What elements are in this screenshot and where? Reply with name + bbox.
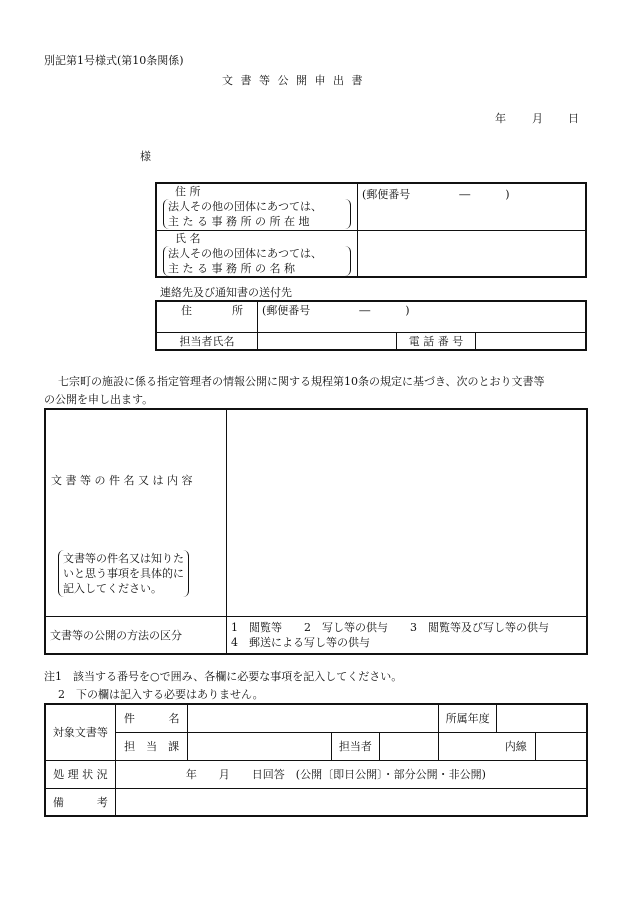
office-subject-field[interactable] xyxy=(188,704,439,732)
staff-label: 担当者 xyxy=(332,732,380,760)
extension-field[interactable] xyxy=(535,732,587,760)
contact-table xyxy=(155,300,587,351)
office-subject-b: 名 xyxy=(168,712,180,726)
intro-line1: 七宗町の施設に係る指定管理者の情報公開に関する規程第10条の規定に基づき、次のとおり文書等 xyxy=(58,375,545,388)
date-year-label: 年 xyxy=(495,112,506,125)
office-use-table xyxy=(44,703,588,817)
name-label-b: 名 xyxy=(189,231,201,245)
address-note-line1: 法人その他の団体にあつては、 xyxy=(168,200,322,214)
contact-phone-field[interactable] xyxy=(476,332,587,350)
status-text[interactable]: 年 月 日回答 (公開〔即日公開〕・部分公開・非公開) xyxy=(115,760,587,788)
address-label-cell xyxy=(156,183,358,230)
extension-spacer xyxy=(439,732,497,760)
subject-label-cell xyxy=(45,409,227,616)
address-label-a: 住 xyxy=(175,185,186,199)
status-label: 処 理 状 況 xyxy=(45,760,115,788)
contact-person-field[interactable] xyxy=(258,332,397,350)
subject-label-small xyxy=(115,704,188,732)
method-label: 文書等の公開の方法の区分 xyxy=(45,616,227,654)
form-number: 別記第1号様式(第10条関係) xyxy=(44,54,184,67)
staff-field[interactable] xyxy=(379,732,438,760)
contact-postal-dash: ― xyxy=(359,304,371,317)
contact-phone-label: 電 話 番 号 xyxy=(397,332,476,350)
date-month-label: 月 xyxy=(532,112,543,125)
method-option-line1: 1 閲覧等 2 写し等の供与 3 閲覧等及び写し等の供与 xyxy=(231,620,549,634)
contact-postal-close: ) xyxy=(405,304,410,317)
address-note-line2: 主 た る 事 務 所 の 所 在 地 xyxy=(168,215,310,229)
note-1: 注1 該当する番号を○で囲み、各欄に必要な事項を記入してください。 xyxy=(44,670,403,683)
remarks-label: 備 考 xyxy=(45,788,115,816)
subject-hint xyxy=(58,550,189,597)
fiscal-year-field[interactable] xyxy=(497,704,587,732)
intro-line2: の公開を申し出ます。 xyxy=(44,393,154,406)
target-label: 対象文書等 xyxy=(45,704,115,760)
method-option-line2: 4 郵送による写し等の供与 xyxy=(231,635,370,649)
name-note xyxy=(163,246,351,276)
subject-hint-line3: 記入してください。 xyxy=(63,582,162,595)
form-title: 文 書 等 公 開 申 出 書 xyxy=(222,74,365,87)
address-label-b: 所 xyxy=(189,185,201,199)
document-request-table xyxy=(44,408,588,655)
method-options[interactable] xyxy=(227,616,588,654)
name-label-a: 氏 xyxy=(175,231,186,245)
name-label-cell xyxy=(156,230,358,277)
contact-address-label-b: 所 xyxy=(232,304,243,317)
subject-hint-line1: 文書等の件名又は知りた xyxy=(63,552,184,565)
address-note xyxy=(163,199,351,229)
date-day-label: 日 xyxy=(568,112,579,125)
contact-person-label: 担当者氏名 xyxy=(156,332,258,350)
postal-dash: ― xyxy=(459,188,471,201)
section-label: 担 当 課 xyxy=(115,732,188,760)
contact-address-label-a: 住 xyxy=(181,304,192,317)
name-note-line2: 主 た る 事 務 所 の 名 称 xyxy=(168,261,295,275)
contact-address-field[interactable] xyxy=(258,301,587,332)
fiscal-year-label: 所属年度 xyxy=(439,704,497,732)
name-note-line1: 法人その他の団体にあつては、 xyxy=(168,246,322,260)
extension-label: 内線 xyxy=(497,732,536,760)
remarks-field[interactable] xyxy=(115,788,587,816)
office-subject-a: 件 xyxy=(123,712,135,726)
contact-address-label xyxy=(156,301,258,332)
subject-field[interactable] xyxy=(227,409,588,616)
contact-postal-prefix: (郵便番号 xyxy=(262,304,311,317)
subject-hint-line2: いと思う事項を具体的に xyxy=(63,567,184,580)
applicant-table xyxy=(155,182,587,278)
addressee-suffix: 様 xyxy=(140,150,151,163)
postal-prefix: (郵便番号 xyxy=(362,188,411,201)
contact-heading: 連絡先及び通知書の送付先 xyxy=(160,286,292,299)
section-field[interactable] xyxy=(188,732,332,760)
postal-close: ) xyxy=(505,188,510,201)
applicant-address-field[interactable] xyxy=(358,183,587,230)
applicant-name-field[interactable] xyxy=(358,230,587,277)
note-2: 2 下の欄は記入する必要はありません。 xyxy=(58,688,264,701)
subject-label: 文 書 等 の 件 名 又 は 内 容 xyxy=(51,474,193,487)
